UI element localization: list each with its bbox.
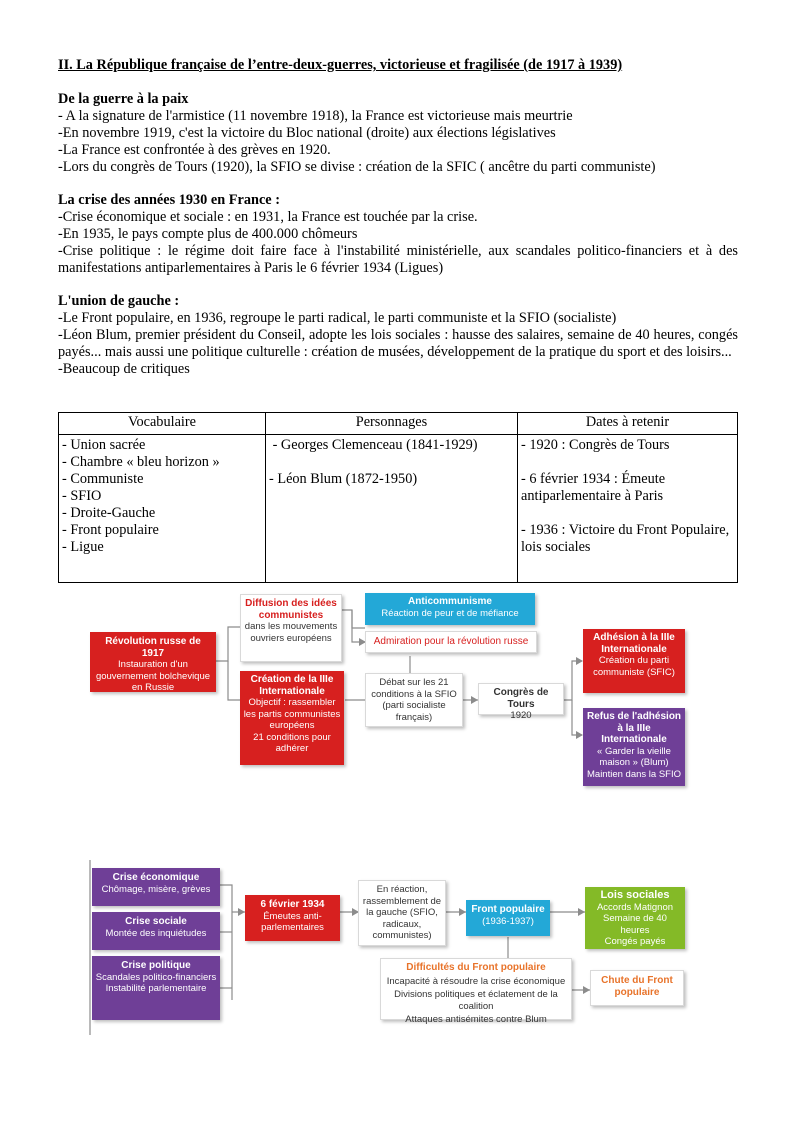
box-title: Congrès de Tours [493,687,549,710]
box-body: Création du parti communiste (SFIC) [593,655,675,678]
box-title: Création de la IIIe Internationale [250,674,334,697]
box-crise-sociale [92,912,220,950]
box-title: Crise sociale [125,916,187,927]
date-item: - 6 février 1934 : Émeute antiparlementaire à Paris [521,471,666,504]
box-body: Objectif : rassembler les partis communistes européens [243,697,341,731]
box-title: Anticommunisme [408,596,492,607]
box-line: Congés payés [604,936,666,947]
box-lois-sociales [585,887,685,949]
box-difficultes [380,958,572,1025]
text-line: -Crise politique : le régime doit faire face à l'instabilité ministérielle, aux scandales politico-financiers et à des manifestations antiparlementaires à Paris le 6 février 1934 (Ligues) [58,243,738,276]
box-rassemblement [358,880,446,946]
box-extra: 21 conditions pour adhérer [253,731,331,754]
box-body: dans les mouvements ouvriers européens [244,621,338,644]
box-body: « Garder la vieille maison » (Blum) [597,745,671,768]
box-line: Incapacité à résoudre la crise économique [386,975,566,987]
box-title: Chute du Front populaire [601,975,673,998]
person-item: - Georges Clemenceau (1841-1929) [269,437,478,453]
box-crise-politique [92,956,220,1020]
text-line: -En 1935, le pays compte plus de 400.000 chômeurs [58,226,358,242]
text-line: -Léon Blum, premier président du Conseil, adopte les lois sociales : hausse des salaires, semaine de 40 heures, congés payés... mais aussi une politique culturelle : création de musées, développement de la pratique du sport et des loisirs... [58,327,738,360]
person-item: - Léon Blum (1872-1950) [269,471,418,487]
text-line: -Beaucoup de critiques [58,361,190,377]
text-line: -En novembre 1919, c'est la victoire du Bloc national (droite) aux élections législatives [58,125,556,141]
text-line: -Crise économique et sociale : en 1931, la France est touchée par la crise. [58,209,478,225]
box-line: Accords Matignon [596,901,674,913]
vocab-item: - Communiste [62,471,144,487]
text-line: -Lors du congrès de Tours (1920), la SFIO se divise : création de la SFIC ( ancêtre du parti communiste) [58,159,656,175]
vocab-item: - SFIO [62,488,102,504]
chapter-title: II. La République française de l’entre-deux-guerres, victorieuse et fragilisée (de 1917 à 1939) [58,57,623,73]
box-title: Crise politique [121,960,191,971]
box-line: Divisions politiques et éclatement de la coalition [394,989,558,1012]
column-header: Dates à retenir [518,413,738,435]
box-extra: Instabilité parlementaire [105,983,207,994]
section-title: La crise des années 1930 en France : [58,192,280,208]
section-title: De la guerre à la paix [58,91,189,107]
vocab-item: - Droite-Gauche [62,505,156,521]
date-item: - 1936 : Victoire du Front Populaire, lois sociales [521,522,730,555]
box-title: Révolution russe de 1917 [105,636,201,659]
box-title: Diffusion des idées communistes [245,598,337,621]
box-title: 6 février 1934 [260,899,325,910]
box-body: Chômage, misère, grèves [101,883,211,895]
box-body: Montée des inquiétudes [105,927,207,939]
vocab-item: - Ligue [62,539,104,555]
box-title: Admiration pour la révolution russe [373,636,529,647]
box-body: En réaction, rassemblement de la gauche (SFIO, radicaux, communistes) [362,884,442,941]
box-body: Réaction de peur et de méfiance [381,607,519,619]
box-title: Crise économique [112,872,200,883]
box-line: Attaques antisémites contre Blum [405,1014,547,1025]
box-title: Difficultés du Front populaire [406,962,546,973]
text-line: -La France est confrontée à des grèves en 1920. [58,142,331,158]
box-line: Semaine de 40 heures [603,913,667,936]
box-body: Émeutes anti-parlementaires [261,910,324,933]
box-front-populaire [466,900,550,936]
box-title: Lois sociales [600,889,670,901]
box-crise-economique [92,868,220,906]
box-chute [590,970,684,1006]
vocab-item: - Chambre « bleu horizon » [62,454,220,470]
column-header: Vocabulaire [59,413,266,435]
vocab-item: - Union sacrée [62,437,146,453]
box-body: (1936-1937) [482,915,534,927]
box-6-fevrier [245,895,340,941]
column-header: Personnages [266,413,518,435]
box-body: Scandales politico-financiers [95,971,217,983]
box-title: Refus de l'adhésion à la IIIe Internationale [586,711,682,745]
box-title: Front populaire [471,904,545,915]
text-line: - A la signature de l'armistice (11 novembre 1918), la France est victorieuse mais meurtrie [58,108,573,124]
box-title: Adhésion à la IIIe Internationale [593,632,675,655]
vocab-item: - Front populaire [62,522,159,538]
text-line: -Le Front populaire, en 1936, regroupe le parti radical, le parti communiste et la SFIO (socialiste) [58,310,617,326]
box-body: Instauration d'un gouvernement bolchevique en Russie [95,659,211,693]
box-extra: Maintien dans la SFIO [587,768,681,780]
box-body: 1920 [510,710,532,721]
section-title: L'union de gauche : [58,293,180,309]
date-item: - 1920 : Congrès de Tours [521,437,670,453]
box-body: Débat sur les 21 conditions à la SFIO (parti socialiste français) [371,677,457,723]
